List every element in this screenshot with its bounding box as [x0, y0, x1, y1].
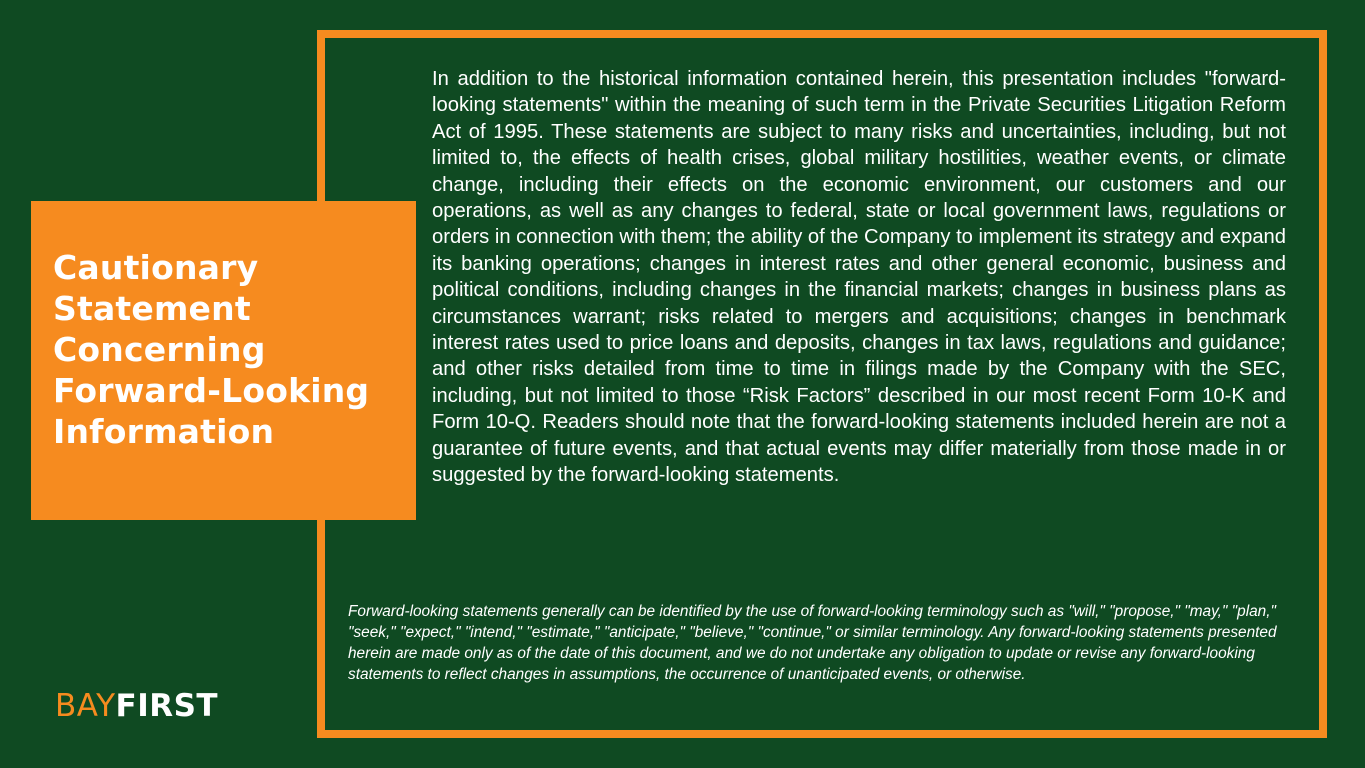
title-panel: [31, 201, 416, 520]
footnote-text: Forward-looking statements generally can be identified by the use of forward-looking terminology such as "will," "propose," "may," "plan," "seek," "expect," "intend," "estimate," "anticipate," "believe," "continue," or similar terminology. Any forward-looking statements presented herein are made only as of the date of this document, and we do not undertake any obligation to update or revise any forward-looking statements to reflect changes in assumptions, the occurrence of unanticipated events, or otherwise.: [348, 603, 1277, 683]
logo-first: FIRST: [115, 688, 219, 724]
logo-bay: BAY: [55, 688, 116, 724]
bayfirst-logo: [55, 686, 218, 726]
body-text: In addition to the historical information contained herein, this presentation includes "forward-looking statements" within the meaning of such term in the Private Securities Litigation Reform Act of 1995. These statements are subject to many risks and uncertainties, including, but not limited to, the effects of health crises, global military hostilities, weather events, or climate change, including their effects on the economic environment, our customers and our operations, as well as any changes to federal, state or local government laws, regulations or orders in connection with them; the ability of the Company to implement its strategy and expand its banking operations; changes in interest rates and other general economic, business and political conditions, including changes in the financial markets; changes in business plans as circumstances warrant; risks related to mergers and acquisitions; changes in benchmark interest rates used to price loans and deposits, changes in tax laws, regulations and guidance; and other risks detailed from time to time in filings made by the Company with the SEC, including, but not limited to those “Risk Factors” described in our most recent Form 10-K and Form 10-Q. Readers should note that the forward-looking statements included herein are not a guarantee of future events, and that actual events may differ materially from those made in or suggested by the forward-looking statements.: [432, 68, 1286, 487]
slide-title: Cautionary Statement Concerning Forward-Looking Information: [53, 248, 370, 451]
